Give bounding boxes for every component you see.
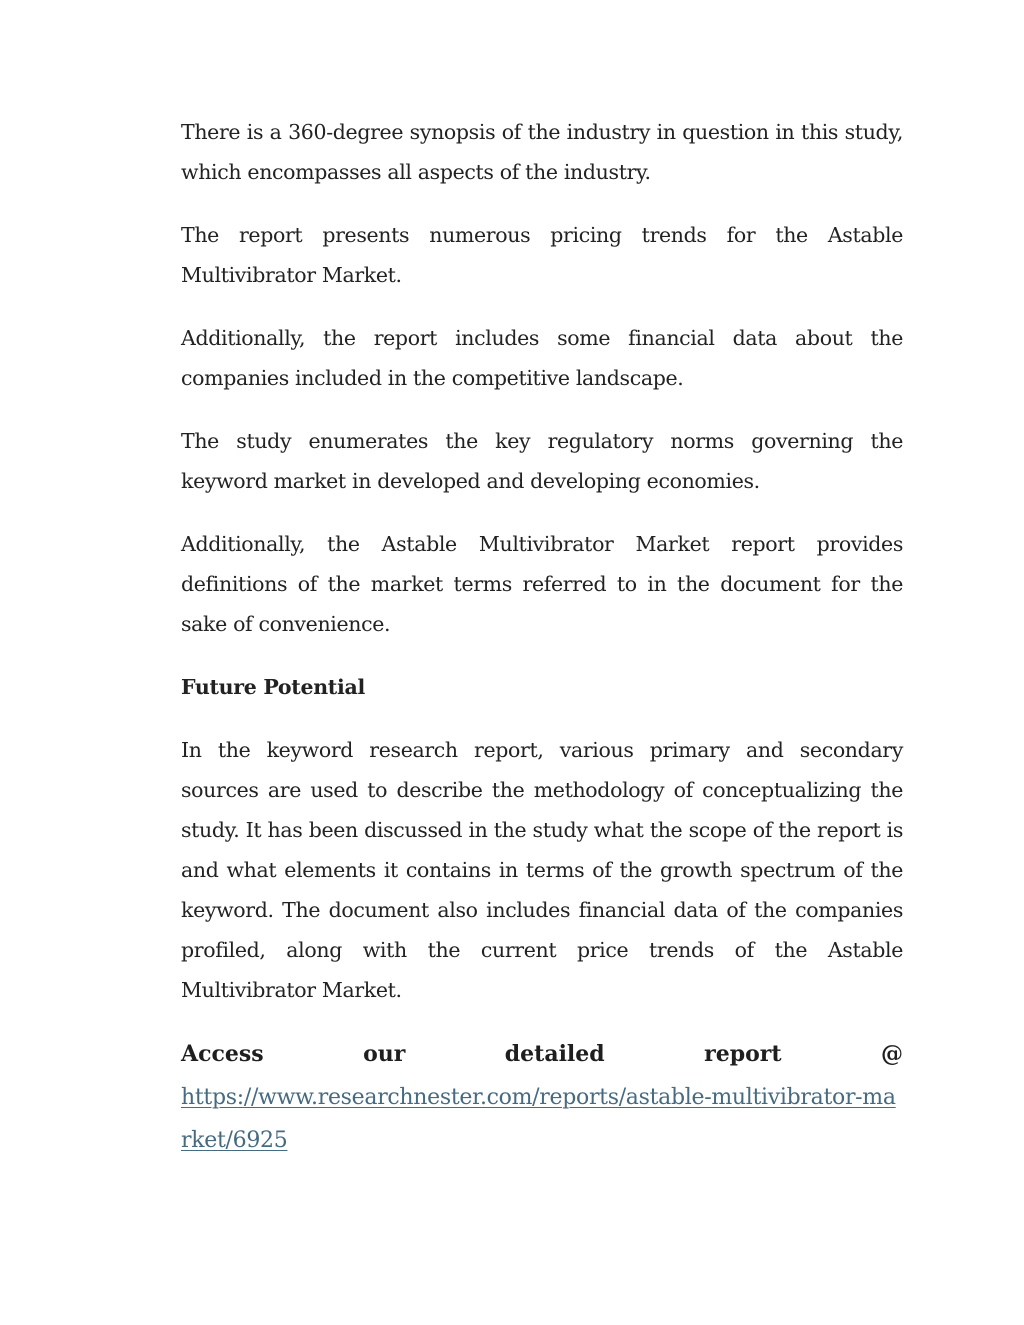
paragraph-future-potential: In the keyword research report, various primary and secondary sources are used to describe the methodology of conceptualizing the study. It has been discussed in the study what the scope of the report is and what elements it contains in terms of the growth spectrum of the keyword. The document also includes financial data of the companies profiled, along with the current price trends of the Astable Multivibrator Market. [181, 738, 903, 1002]
access-word: Access [181, 1041, 264, 1067]
paragraph-synopsis: There is a 360-degree synopsis of the industry in question in this study, which encompasses all aspects of the industry. [181, 120, 903, 184]
section-heading-future-potential: Future Potential [181, 675, 365, 699]
access-word: report [704, 1041, 782, 1067]
access-report-label [181, 1033, 903, 1076]
report-link[interactable]: https://www.researchnester.com/reports/astable-multivibrator-market/6925 [181, 1085, 896, 1153]
access-word: detailed [504, 1041, 605, 1067]
paragraph-definitions: Additionally, the Astable Multivibrator Market report provides definitions of the market terms referred to in the document for the sake of convenience. [181, 532, 903, 636]
paragraph-regulatory-norms: The study enumerates the key regulatory norms governing the keyword market in developed and developing economies. [181, 429, 903, 493]
access-word: our [363, 1041, 406, 1067]
document-page [181, 112, 903, 1162]
paragraph-financial-data: Additionally, the report includes some financial data about the companies included in the competitive landscape. [181, 326, 903, 390]
access-report-block [181, 1033, 903, 1162]
paragraph-pricing-trends: The report presents numerous pricing trends for the Astable Multivibrator Market. [181, 223, 903, 287]
access-word: @ [880, 1041, 903, 1067]
